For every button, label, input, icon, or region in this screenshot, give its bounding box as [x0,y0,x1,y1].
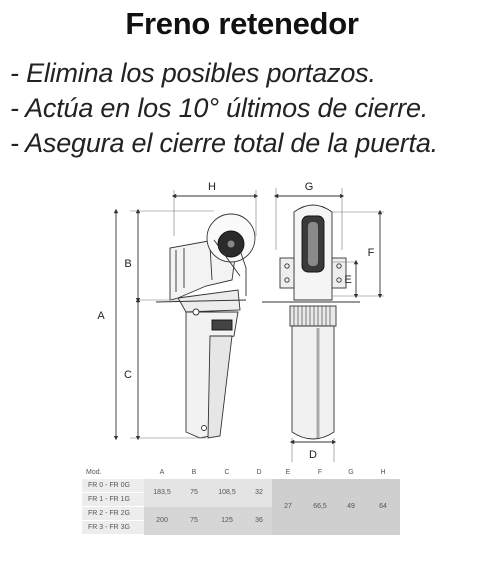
value-cell: 183,5 [144,479,180,507]
side-plate [280,258,294,288]
col-header-d: D [246,466,272,479]
col-header-f: F [304,466,336,479]
model-cell: FR 0 - FR 0G [82,479,144,493]
side-view [97,181,256,438]
dim-label-e: E [344,274,352,286]
table-row [82,479,400,493]
dim-label-f: F [367,247,375,259]
value-cell: 36 [246,507,272,535]
value-cell: 108,5 [208,479,246,507]
dim-label-b: B [124,258,132,270]
model-cell: FR 2 - FR 2G [82,507,144,521]
roller-hub [228,241,235,248]
col-header-c: C [208,466,246,479]
col-header-a: A [144,466,180,479]
value-cell: 49 [336,479,366,535]
collar [290,306,336,326]
lower-strut [208,336,232,438]
bolt [193,309,199,315]
bolt [202,426,207,431]
value-cell: 27 [272,479,304,535]
value-cell: 75 [180,507,208,535]
front-view [262,181,384,462]
dim-label-g: G [304,181,314,193]
feature-item: - Elimina los posibles portazos. [10,58,376,88]
col-header-b: B [180,466,208,479]
model-cell: FR 1 - FR 1G [82,493,144,507]
col-header-e: E [272,466,304,479]
feature-list [10,56,484,161]
dim-label-h: H [208,181,216,193]
dim-label-d: D [309,449,317,461]
dim-label-a: A [97,310,105,322]
col-header-model: Mod. [82,466,144,479]
cylinder [292,326,334,439]
page-title: Freno retenedor [125,6,359,41]
feature-item: - Asegura el cierre total de la puerta. [10,128,438,158]
model-cell: FR 3 - FR 3G [82,521,144,535]
value-cell: 64 [366,479,400,535]
roller-front-core [308,222,318,266]
col-header-g: G [336,466,366,479]
technical-drawing [0,170,484,462]
value-cell: 125 [208,507,246,535]
feature-item: - Actúa en los 10° últimos de cierre. [10,93,429,123]
dimensions-table [82,466,400,535]
value-cell: 75 [180,479,208,507]
col-header-h: H [366,466,400,479]
dim-label-c: C [124,369,132,381]
value-cell: 200 [144,507,180,535]
table-header-row [82,466,400,479]
value-cell: 66,5 [304,479,336,535]
value-cell: 32 [246,479,272,507]
spring-box [212,320,232,330]
